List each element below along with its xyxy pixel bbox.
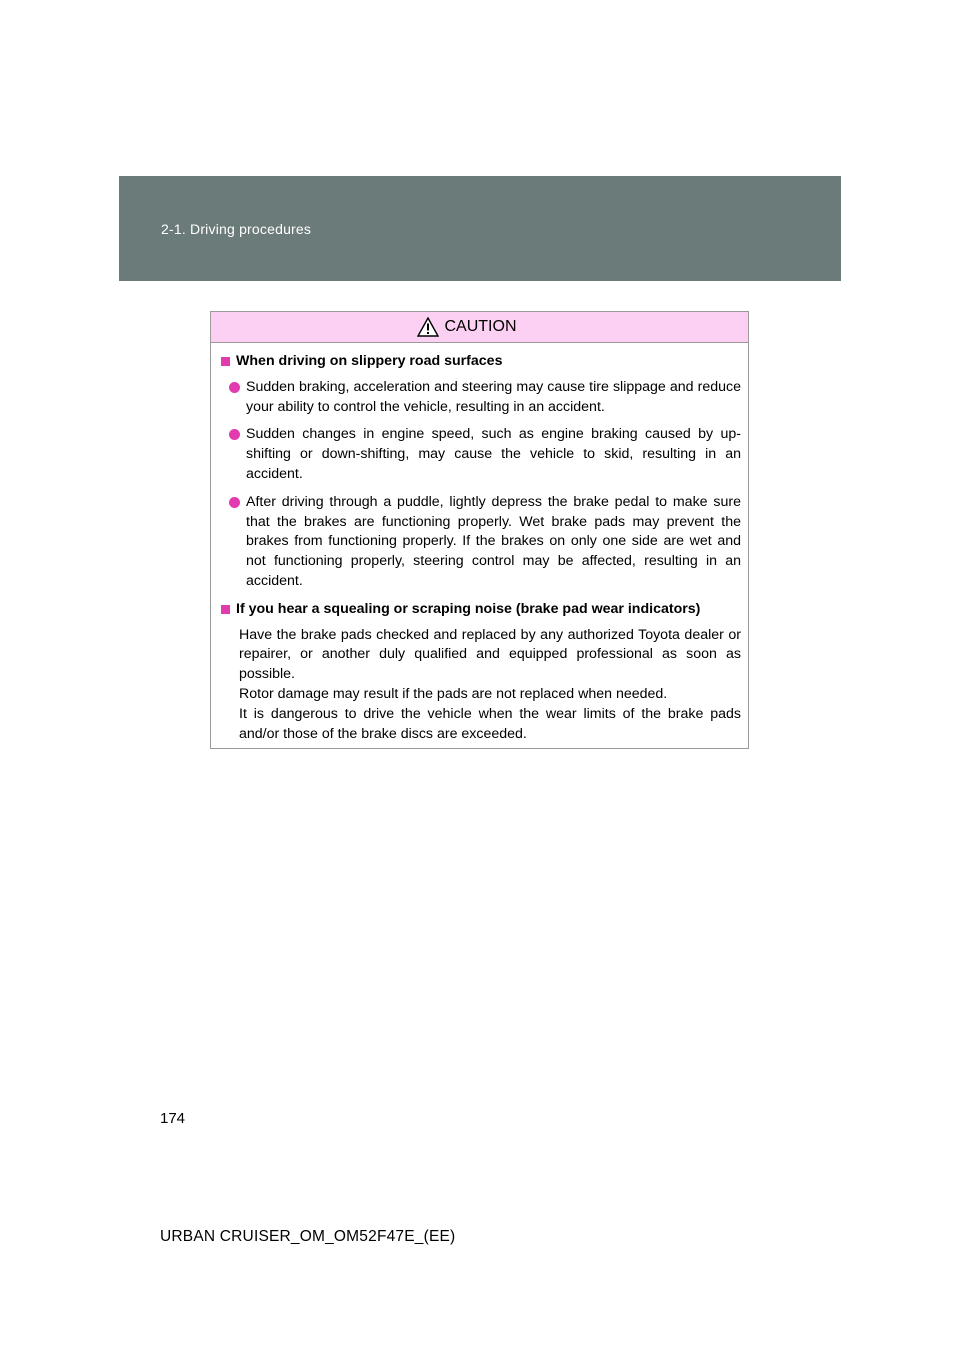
heading-text: If you hear a squealing or scraping noise (brake pad wear indicators) [236,600,701,617]
heading-text: When driving on slippery road surfaces [236,353,503,369]
section-label: 2-1. Driving procedures [161,221,312,237]
caution-title: CAUTION [444,318,517,335]
section-heading [221,352,741,372]
page-number: 174 [160,1110,186,1127]
list-item [229,493,741,592]
bullet-text: Sudden changes in engine speed, such as engine braking caused by up-shifting or down-shifting, may cause the vehicle to skid, resulting in an accident. [246,426,741,482]
header-band [119,176,841,281]
circle-bullet-icon [229,382,240,393]
paragraph: Have the brake pads checked and replaced by any authorized Toyota dealer or repairer, or another duly qualified and equipped professional as soon as possible. [239,626,741,683]
paragraph: Rotor damage may result if the pads are not replaced when needed. [239,685,668,702]
list-item [229,425,741,484]
square-bullet-icon [221,357,230,366]
warning-icon [417,317,439,337]
caution-header [211,312,748,343]
document-code: URBAN CRUISER_OM_OM52F47E_(EE) [160,1228,456,1245]
circle-bullet-icon [229,497,240,508]
square-bullet-icon [221,605,230,614]
section-heading [221,600,741,620]
caution-body [211,343,748,744]
list-item [229,378,741,418]
paragraph: It is dangerous to drive the vehicle when the wear limits of the brake pads and/or those of the brake discs are exceeded. [239,705,741,742]
bullet-text: After driving through a puddle, lightly depress the brake pedal to make sure that the brakes are functioning properly. Wet brake pads may prevent the brakes from functioning properly. If the brakes on only one side are wet and not functioning properly, steering control may be affected, resulting in an accident. [246,493,741,589]
circle-bullet-icon [229,429,240,440]
caution-box [210,311,749,749]
bullet-text: Sudden braking, acceleration and steering may cause tire slippage and reduce your ability to control the vehicle, resulting in an accident. [246,378,741,415]
